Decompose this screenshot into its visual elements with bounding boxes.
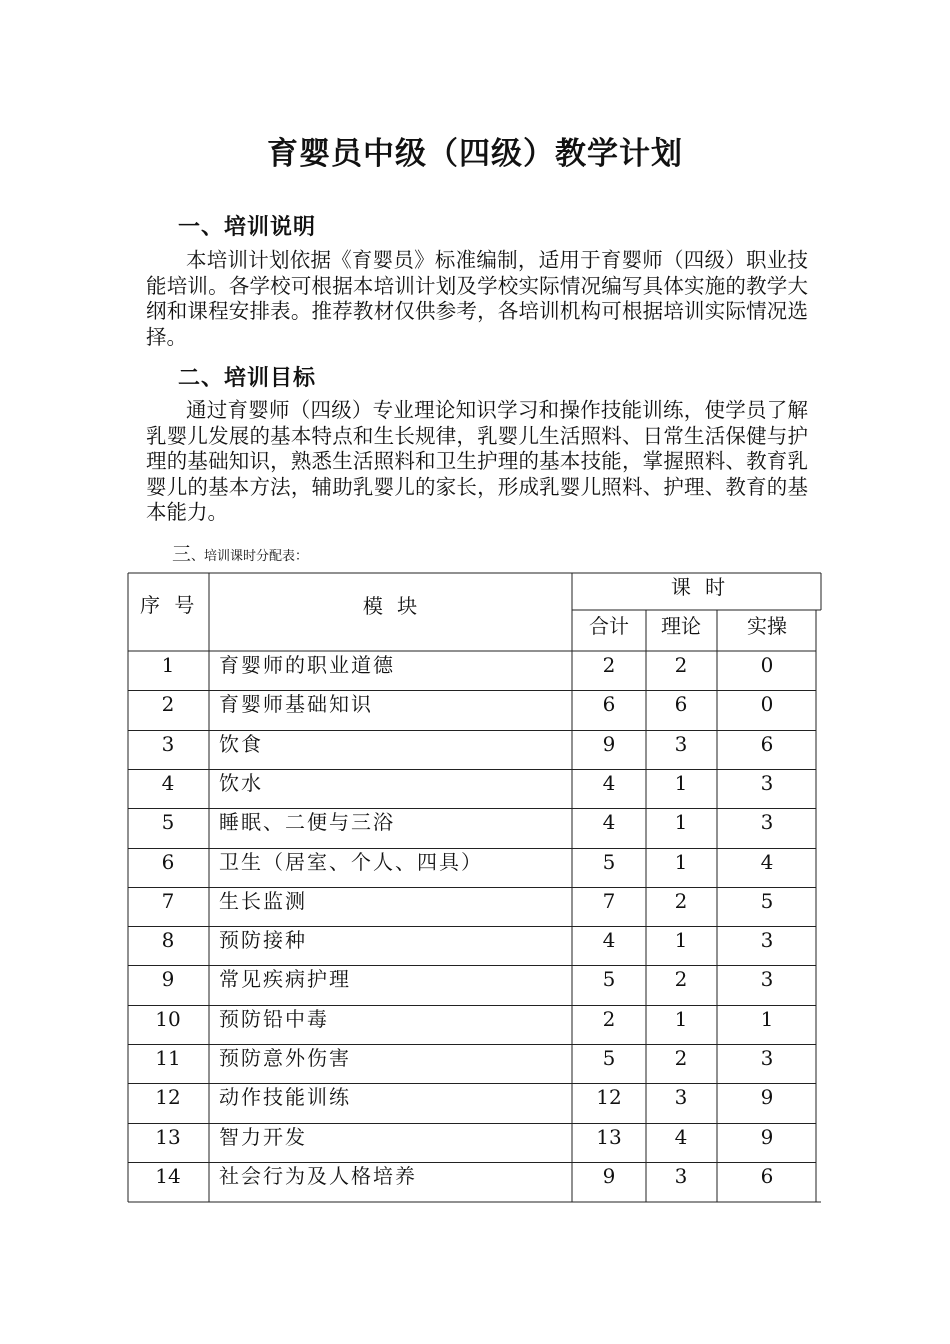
row-number: 12: [155, 1085, 181, 1110]
row-practice-hours: 9: [760, 1124, 774, 1149]
row-module: 动作技能训练: [219, 1085, 351, 1110]
row-total-hours: 5: [602, 1046, 616, 1070]
header-practice: 实操: [747, 614, 787, 638]
header-total: 合计: [589, 614, 629, 638]
row-theory-hours: 1: [674, 849, 688, 874]
row-total-hours: 4: [602, 810, 616, 835]
row-module: 社会行为及人格培养: [219, 1163, 417, 1188]
row-number: 4: [161, 770, 175, 795]
row-number: 10: [155, 1006, 181, 1031]
row-theory-hours: 2: [674, 967, 688, 992]
row-practice-hours: 5: [760, 888, 774, 913]
row-module: 智力开发: [219, 1124, 307, 1149]
row-total-hours: 12: [596, 1085, 622, 1110]
row-total-hours: 5: [602, 967, 616, 992]
row-theory-hours: 6: [674, 692, 688, 717]
row-practice-hours: 3: [760, 1046, 774, 1070]
row-module: 饮食: [219, 731, 263, 756]
section-heading-training-notes: 一、培训说明: [178, 215, 317, 240]
row-number: 6: [161, 849, 175, 874]
row-theory-hours: 3: [674, 1163, 688, 1188]
section-heading-training-goals: 二、培训目标: [178, 366, 317, 391]
row-module: 生长监测: [219, 888, 307, 913]
row-total-hours: 9: [602, 731, 616, 756]
row-number: 7: [161, 888, 175, 913]
header-theory: 理论: [661, 614, 701, 638]
row-practice-hours: 3: [760, 810, 774, 835]
page-title: 育婴员中级（四级）教学计划: [267, 136, 683, 172]
row-number: 13: [155, 1124, 181, 1149]
row-theory-hours: 2: [674, 653, 688, 677]
row-theory-hours: 2: [674, 888, 688, 913]
row-module: 卫生（居室、个人、四具）: [219, 849, 483, 874]
row-practice-hours: 3: [760, 928, 774, 953]
row-total-hours: 5: [602, 849, 616, 874]
row-theory-hours: 1: [674, 810, 688, 835]
row-module: 常见疾病护理: [219, 967, 351, 992]
row-theory-hours: 3: [674, 1085, 688, 1110]
row-module: 睡眠、二便与三浴: [219, 810, 395, 835]
row-module: 饮水: [219, 770, 263, 795]
row-module: 预防接种: [219, 928, 307, 953]
paragraph-training-goals: 通过育婴师（四级）专业理论知识学习和操作技能训练，使学员了解乳婴儿发展的基本特点和生长规律，乳婴儿生活照料、日常生活保健与护理的基础知识，熟悉生活照料和卫生护理的基本技能，掌握照料、教育乳婴儿的基本方法，辅助乳婴儿的家长，形成乳婴儿照料、护理、教育的基本能力。: [146, 398, 808, 524]
row-number: 9: [161, 967, 175, 992]
row-practice-hours: 9: [760, 1085, 774, 1110]
paragraph-training-notes: 本培训计划依据《育婴员》标准编制，适用于育婴师（四级）职业技能培训。各学校可根据本培训计划及学校实际情况编写具体实施的教学大纲和课程安排表。推荐教材仅供参考，各培训机构可根据培训实际情况选择。: [146, 248, 808, 349]
row-total-hours: 2: [602, 653, 616, 677]
row-total-hours: 2: [602, 1006, 616, 1031]
header-module: 模 块: [362, 594, 422, 618]
row-module: 育婴师基础知识: [219, 692, 373, 717]
row-total-hours: 9: [602, 1163, 616, 1188]
row-number: 5: [161, 810, 175, 835]
row-total-hours: 13: [596, 1124, 622, 1149]
row-practice-hours: 6: [760, 1163, 774, 1188]
row-practice-hours: 4: [760, 849, 774, 874]
row-theory-hours: 1: [674, 770, 688, 795]
row-number: 14: [155, 1163, 181, 1188]
row-theory-hours: 4: [674, 1124, 688, 1149]
row-module: 育婴师的职业道德: [219, 653, 395, 677]
row-theory-hours: 1: [674, 928, 688, 953]
row-number: 1: [161, 653, 175, 677]
row-total-hours: 7: [602, 888, 616, 913]
row-module: 预防意外伤害: [219, 1046, 351, 1070]
row-practice-hours: 0: [760, 653, 774, 677]
row-number: 11: [155, 1046, 181, 1070]
row-theory-hours: 2: [674, 1046, 688, 1070]
header-index: 序 号: [140, 593, 199, 617]
row-theory-hours: 3: [674, 731, 688, 756]
row-practice-hours: 3: [760, 967, 774, 992]
row-module: 预防铅中毒: [219, 1006, 329, 1031]
row-practice-hours: 0: [760, 692, 774, 717]
row-number: 3: [161, 731, 175, 756]
section-label: 、培训课时分配表：: [191, 549, 309, 564]
section-number: 三: [172, 543, 192, 565]
row-total-hours: 6: [602, 692, 616, 717]
row-total-hours: 4: [602, 928, 616, 953]
row-practice-hours: 6: [760, 731, 774, 756]
row-practice-hours: 1: [760, 1006, 774, 1031]
header-hours: 课 时: [670, 575, 730, 599]
row-theory-hours: 1: [674, 1006, 688, 1031]
row-number: 2: [161, 692, 175, 717]
row-total-hours: 4: [602, 770, 616, 795]
row-number: 8: [161, 928, 175, 953]
row-practice-hours: 3: [760, 770, 774, 795]
